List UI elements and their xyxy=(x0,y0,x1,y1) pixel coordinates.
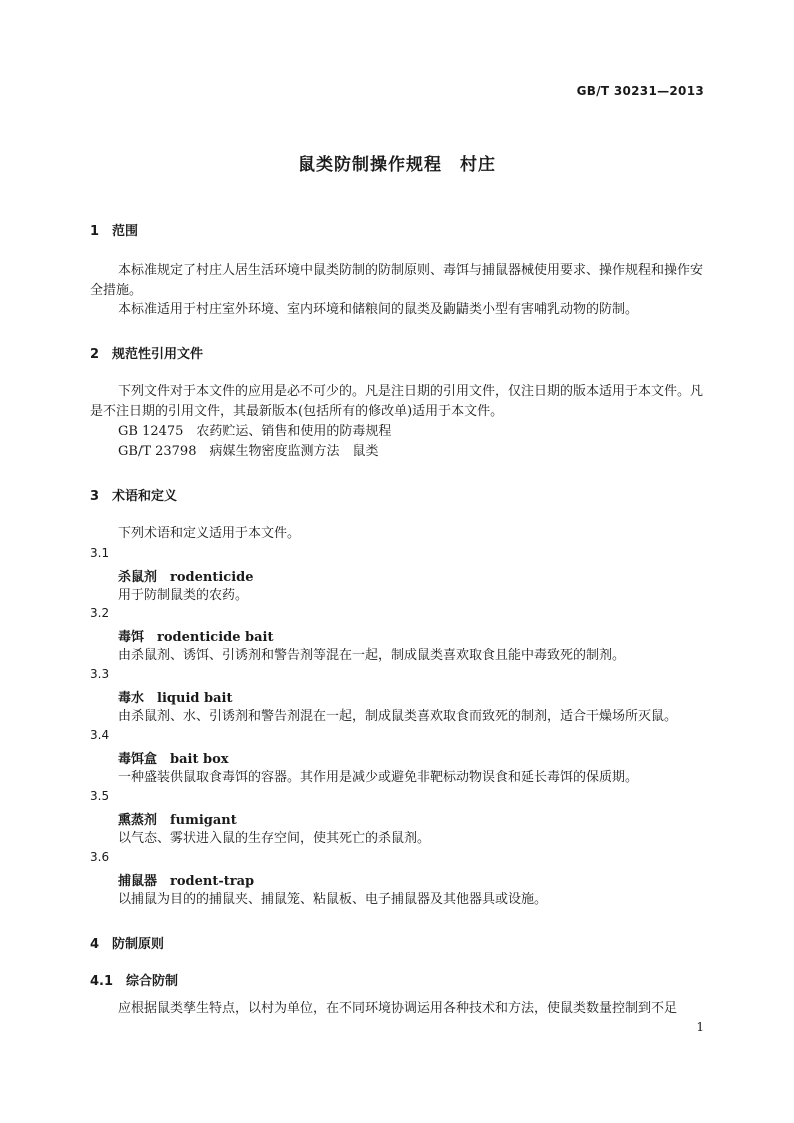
term-name xyxy=(118,626,274,645)
term-definition: 由杀鼠剂、诱饵、引诱剂和警告剂等混在一起，制成鼠类喜欢取食且能中毒致死的制剂。 xyxy=(118,648,626,663)
term-name-zh: 毒饵 xyxy=(118,630,145,645)
term-definition: 用于防制鼠类的农药。 xyxy=(118,588,249,603)
term-name-en: rodent-trap xyxy=(170,874,255,889)
term-name xyxy=(118,566,254,585)
section-3-heading: 3 术语和定义 xyxy=(90,489,178,504)
term-name xyxy=(118,870,254,889)
reference-gb-12475: GB 12475 农药贮运、销售和使用的防毒规程 xyxy=(118,424,392,439)
reference-gb-t-23798: GB/T 23798 病媒生物密度监测方法 鼠类 xyxy=(118,444,379,459)
term-name-zh: 捕鼠器 xyxy=(118,874,158,889)
term-name xyxy=(118,809,237,828)
term-definition: 由杀鼠剂、水、引诱剂和警告剂混在一起，制成鼠类喜欢取食而致死的制剂，适合干燥场所灭鼠。 xyxy=(118,709,678,724)
term-name-zh: 熏蒸剂 xyxy=(118,813,158,828)
term-definition: 以捕鼠为目的的捕鼠夹、捕鼠笼、粘鼠板、电子捕鼠器及其他器具或设施。 xyxy=(118,892,548,907)
section-3-intro: 下列术语和定义适用于本文件。 xyxy=(118,526,301,541)
term-name-en: rodenticide bait xyxy=(157,630,274,645)
standard-code: GB/T 30231—2013 xyxy=(576,84,704,98)
page-number: 1 xyxy=(696,1020,704,1034)
term-name-zh: 毒水 xyxy=(118,691,145,706)
section-1-heading: 1 范围 xyxy=(90,224,139,239)
term-number: 3.1 xyxy=(90,546,110,560)
section-1-paragraph-2: 本标准适用于村庄室外环境、室内环境和储粮间的鼠类及鼩鼱类小型有害哺乳动物的防制。 xyxy=(118,302,639,317)
term-name-zh: 毒饵盒 xyxy=(118,752,158,767)
section-2-heading: 2 规范性引用文件 xyxy=(90,347,204,362)
section-1-paragraph-1: 本标准规定了村庄人居生活环境中鼠类防制的防制原则、毒饵与捕鼠器械使用要求、操作规程和操作安全措施。 xyxy=(90,263,704,298)
term-number: 3.3 xyxy=(90,667,110,681)
subsection-4-1-heading: 4.1 综合防制 xyxy=(90,974,179,989)
term-name-en: liquid bait xyxy=(157,691,233,706)
term-definition: 以气态、雾状进入鼠的生存空间，使其死亡的杀鼠剂。 xyxy=(118,831,431,846)
term-definition: 一种盛装供鼠取食毒饵的容器。其作用是减少或避免非靶标动物误食和延长毒饵的保质期。 xyxy=(118,770,639,785)
term-name-en: bait box xyxy=(170,752,229,767)
term-number: 3.4 xyxy=(90,728,110,742)
section-4-heading: 4 防制原则 xyxy=(90,937,165,952)
term-name-zh: 杀鼠剂 xyxy=(118,570,158,585)
section-2-paragraph-1: 下列文件对于本文件的应用是必不可少的。凡是注日期的引用文件，仅注日期的版本适用于本文件。凡是不注日期的引用文件，其最新版本(包括所有的修改单)适用于本文件。 xyxy=(90,384,704,419)
term-name-en: fumigant xyxy=(170,813,237,828)
term-number: 3.2 xyxy=(90,606,110,620)
document-title: 鼠类防制操作规程 村庄 xyxy=(298,155,496,175)
term-name xyxy=(118,687,232,706)
subsection-4-1-paragraph: 应根据鼠类孳生特点，以村为单位，在不同环境协调运用各种技术和方法，使鼠类数量控制到不足 xyxy=(118,1001,678,1016)
term-name-en: rodenticide xyxy=(170,570,254,585)
term-name xyxy=(118,748,229,767)
term-number: 3.5 xyxy=(90,789,110,803)
term-number: 3.6 xyxy=(90,850,110,864)
